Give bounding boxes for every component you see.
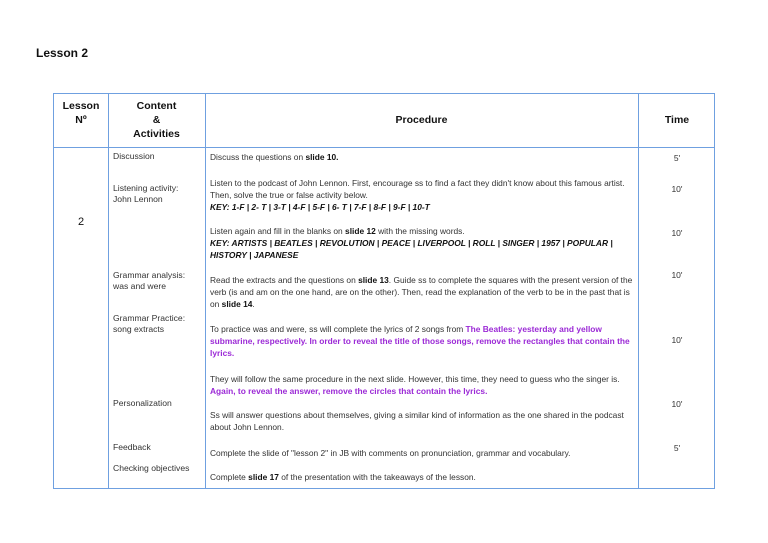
header-lesson: Lesson Nº <box>62 100 100 126</box>
time-value: 5' <box>673 443 681 453</box>
document-title: Lesson 2 <box>36 46 89 60</box>
lesson-plan-table <box>53 93 715 489</box>
procedure-next-slide: They will follow the same procedure in the next slide. However, this time, they need to guess who the singer is. Again, to reveal the answer, remove the circles that contain the lyrics. <box>210 374 620 396</box>
header-procedure: Procedure <box>395 114 448 126</box>
content-feedback: Feedback <box>113 442 151 452</box>
time-value: 10' <box>671 399 683 409</box>
procedure-listening: Listen to the podcast of John Lennon. First, encourage ss to find a fact they didn't know about this famous artist. Then, solve the true or false activity below. KEY: 1-F | 2- T | 3-T | 4-F | 5-F | 6- T | 7-F | 8-F | 9-F | 10-T <box>210 178 625 212</box>
column-divider <box>108 94 109 488</box>
lesson-number: 2 <box>77 216 85 228</box>
procedure-personalization: Ss will answer questions about themselves, giving a similar kind of information as the one shared in the podcast about John Lennon. <box>210 410 624 432</box>
content-checking-objectives: Checking objectives <box>113 463 190 473</box>
time-value: 10' <box>671 270 683 280</box>
time-value: 5' <box>673 153 681 163</box>
header-time: Time <box>664 114 690 126</box>
procedure-feedback: Complete the slide of "lesson 2" in JB with comments on pronunciation, grammar and vocabulary. <box>210 448 571 458</box>
time-value: 10' <box>671 335 683 345</box>
procedure-listen-again: Listen again and fill in the blanks on slide 12 with the missing words. KEY: ARTISTS | BEATLES | REVOLUTION | PEACE | LIVERPOOL | ROLL | SINGER | 1957 | POPULAR | HISTORY | JAPANESE <box>210 226 613 260</box>
procedure-discussion: Discuss the questions on slide 10. <box>210 152 339 162</box>
content-grammar-analysis: Grammar analysis: was and were <box>113 270 186 291</box>
time-value: 10' <box>671 228 683 238</box>
content-discussion: Discussion <box>113 151 155 161</box>
content-personalization: Personalization <box>113 398 172 408</box>
content-grammar-practice: Grammar Practice: song extracts <box>113 313 186 334</box>
procedure-grammar-analysis: Read the extracts and the questions on slide 13. Guide ss to complete the squares with the present version of the verb (is and am on the one hand, are on the other). Then, read the explanation of the verb to be in the past that is on slide 14. <box>210 275 633 309</box>
header-divider <box>54 147 714 148</box>
header-content: Content & Activities <box>133 100 180 140</box>
procedure-checking-objectives: Complete slide 17 of the presentation with the takeaways of the lesson. <box>210 472 476 482</box>
time-value: 10' <box>671 184 683 194</box>
content-listening: Listening activity: John Lennon <box>113 183 179 204</box>
procedure-grammar-practice: To practice was and were, ss will complete the lyrics of 2 songs from The Beatles: yesterday and yellow submarine, respectively. In order to reveal the title of those songs, remove the rectangles that contain the lyrics. <box>210 324 630 358</box>
